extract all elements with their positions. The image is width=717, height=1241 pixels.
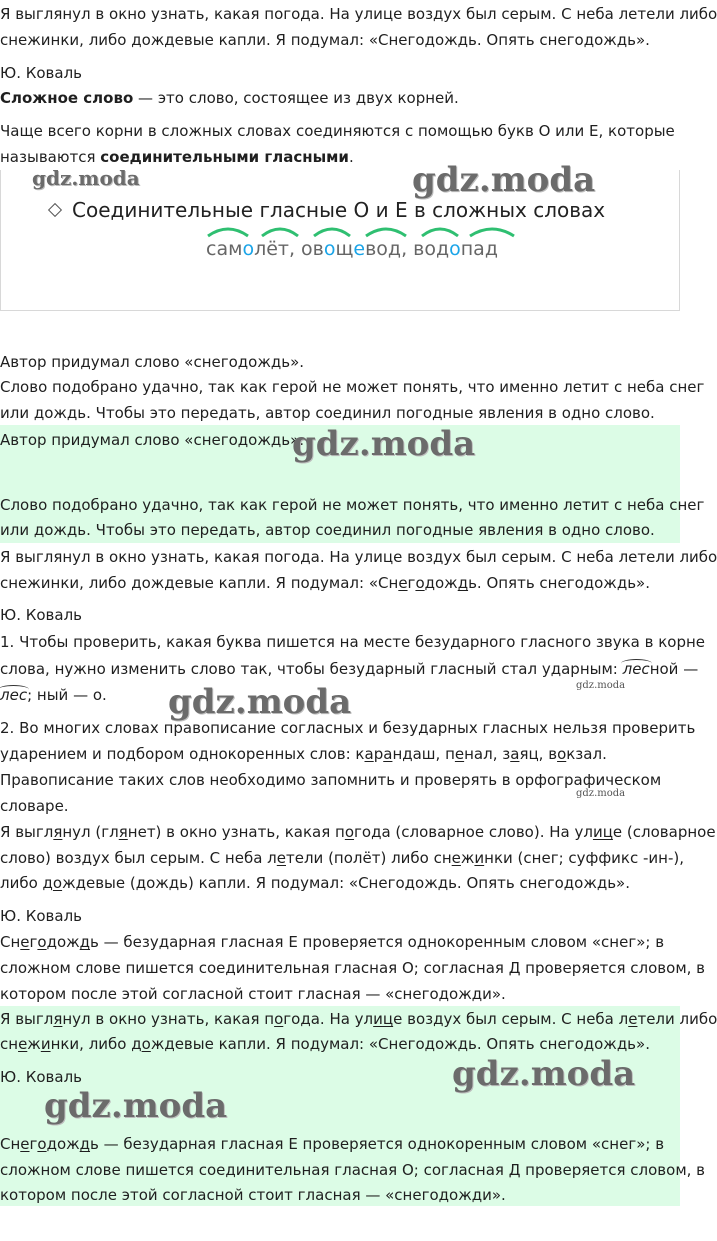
arc-mark (422, 229, 458, 236)
text-line: ударением и подбором однокоренных слов: карандаш, пенал, заяц, вокзал. (0, 745, 607, 763)
arc-mark (314, 229, 350, 236)
text-line: Я выглянул в окно узнать, какая погода. На улице воздух был серым. С неба летели либо (0, 5, 717, 23)
watermark-logo: gdz.moda (168, 682, 352, 722)
arc-mark (208, 229, 248, 236)
text-line: или дождь. Чтобы это передать, автор соединил погодные явления в одно слово. (0, 521, 655, 539)
definition-term: Сложное слово (0, 89, 134, 107)
text-line: снежинки, либо дождевые капли. Я подумал: «Снегодождь. Опять снегодождь». (0, 31, 650, 49)
text-line: Автор придумал слово «снегодождь». (0, 353, 305, 371)
text-line: Я выглянул в окно узнать, какая погода. На улице воздух был серым. С неба летели либо (0, 548, 717, 566)
text-line: Снегодождь — безударная гласная Е проверяется однокоренным словом «снег»; в (0, 933, 665, 951)
watermark-small: gdz.moda (576, 788, 626, 799)
text-line: котором после этой согласной стоит гласная — «снегодожди». (0, 985, 506, 1003)
arc-mark (262, 229, 298, 236)
root-marked: лес (622, 660, 650, 678)
text-line: слово) воздух был серым. С неба летели (полёт) либо снежинки (снег; суффикс -ин-), (0, 849, 684, 867)
text-line: 1. Чтобы проверить, какая буква пишется на месте безударного гласного звука в корне (0, 633, 706, 651)
text-line: сложном слове пишется соединительная гласная О; согласная Д проверяется словом, в (0, 1161, 706, 1179)
text-line: Я выглянул (глянет) в окно узнать, какая погода (словарное слово). На улице (словарное (0, 823, 716, 841)
root-marked: лес (0, 686, 28, 704)
text-line: или дождь. Чтобы это передать, автор соединил погодные явления в одно слово. (0, 404, 655, 422)
author-line: Ю. Коваль (0, 1068, 83, 1086)
text-line: снежинки, либо дождевые капли. Я подумал: «Снегодождь. Опять снегодождь». (0, 1035, 650, 1053)
watermark-logo: gdz.moda (292, 424, 476, 464)
text-line: Я выглянул в окно узнать, какая погода. На улице воздух был серым. С неба летели либо (0, 1010, 717, 1028)
arc-mark (470, 229, 514, 236)
text-line: котором после этой согласной стоит гласная — «снегодожди». (0, 1186, 506, 1204)
card-examples: самолёт, овощевод, водопад (206, 238, 498, 260)
text-line: словаре. (0, 797, 69, 815)
text-line: Снегодождь — безударная гласная Е проверяется однокоренным словом «снег»; в (0, 1135, 665, 1153)
text-line: 2. Во многих словах правописание согласных и безударных гласных нельзя проверить (0, 719, 696, 737)
text-line: Правописание таких слов необходимо запомнить и проверять в орфографическом (0, 771, 662, 789)
author-line: Ю. Коваль (0, 606, 83, 624)
text-line: Автор придумал слово «снегодождь». (0, 431, 305, 449)
watermark-logo: gdz.moda (452, 1054, 636, 1094)
author-line: Ю. Коваль (0, 64, 83, 82)
watermark-logo: gdz.moda (412, 160, 596, 200)
text-line: сложном слове пишется соединительная гласная О; согласная Д проверяется словом, в (0, 959, 706, 977)
arc-mark (366, 229, 406, 236)
text-line: либо дождевые (дождь) капли. Я подумал: «Снегодождь. Опять снегодождь». (0, 874, 630, 892)
text-line: Чаще всего корни в сложных словах соединяются с помощью букв О или Е, которые (0, 122, 675, 140)
text-line: Слово подобрано удачно, так как герой не может понять, что именно летит с неба снег (0, 496, 705, 514)
bold-term: соединительными гласными (100, 148, 349, 166)
definition-text: — это слово, состоящее из двух корней. (133, 89, 459, 107)
watermark-small: gdz.moda (576, 680, 626, 691)
definition (0, 86, 459, 111)
card-heading: Соединительные гласные О и Е в сложных словах (72, 198, 606, 222)
text-line: снежинки, либо дождевые капли. Я подумал: «Снегодождь. Опять снегодождь». (0, 574, 650, 592)
text-line: Слово подобрано удачно, так как герой не может понять, что именно летит с неба снег (0, 378, 705, 396)
text-line: слова, нужно изменить слово так, чтобы безударный гласный стал ударным: лес ной — (0, 660, 699, 678)
author-line: Ю. Коваль (0, 907, 83, 925)
watermark-logo: gdz.moda (32, 166, 140, 190)
text-line: лес ; ный — о. (0, 686, 107, 704)
watermark-logo: gdz.moda (44, 1086, 228, 1126)
text-part: . (348, 148, 354, 166)
text-part: называются (0, 148, 101, 166)
